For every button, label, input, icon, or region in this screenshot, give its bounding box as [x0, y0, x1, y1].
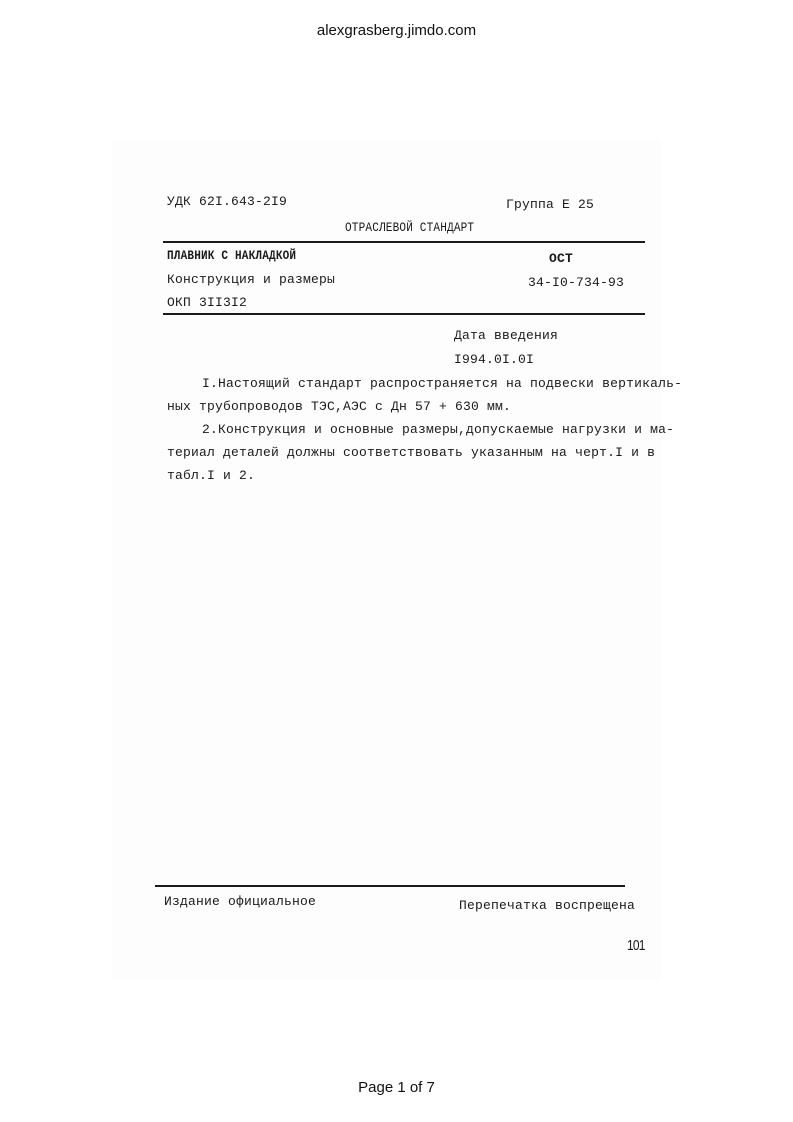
- intro-date-label: Дата введения: [454, 328, 559, 343]
- site-header: alexgrasberg.jimdo.com: [316, 22, 477, 39]
- udk-code: УДК 62I.643-2I9: [167, 194, 288, 209]
- okp-code: ОКП 3II3I2: [167, 295, 248, 310]
- paragraph-2-line-3: табл.I и 2.: [167, 468, 256, 483]
- scanned-page: [112, 140, 662, 980]
- standard-type: ОТРАСЛЕВОЙ СТАНДАРТ: [345, 220, 475, 235]
- pagination: Page 1 of 7: [358, 1079, 435, 1096]
- document-title: ПЛАВНИК С НАКЛАДКОЙ: [167, 248, 297, 263]
- paragraph-1-line-1: I.Настоящий стандарт распространяется на подвески вертикаль-: [202, 376, 683, 391]
- official-edition: Издание официальное: [164, 894, 317, 909]
- document-subtitle: Конструкция и размеры: [167, 272, 336, 287]
- scan-page-number: 101: [627, 937, 645, 954]
- reprint-prohibited: Перепечатка воспрещена: [459, 898, 636, 913]
- header-bottom-rule: [163, 313, 645, 315]
- intro-date: I994.0I.0I: [454, 352, 535, 367]
- paragraph-1-line-2: ных трубопроводов ТЭС,АЭС с Дн 57 + 630 мм.: [167, 399, 512, 414]
- footer-rule: [155, 885, 625, 887]
- top-rule: [163, 241, 645, 243]
- ost-label: ОСТ: [549, 251, 574, 266]
- ost-number: 34-I0-734-93: [528, 275, 625, 290]
- group-code: Группа Е 25: [506, 197, 595, 212]
- paragraph-2-line-2: териал деталей должны соответствовать указанным на черт.I и в: [167, 445, 656, 460]
- paragraph-2-line-1: 2.Конструкция и основные размеры,допускаемые нагрузки и ма-: [202, 422, 675, 437]
